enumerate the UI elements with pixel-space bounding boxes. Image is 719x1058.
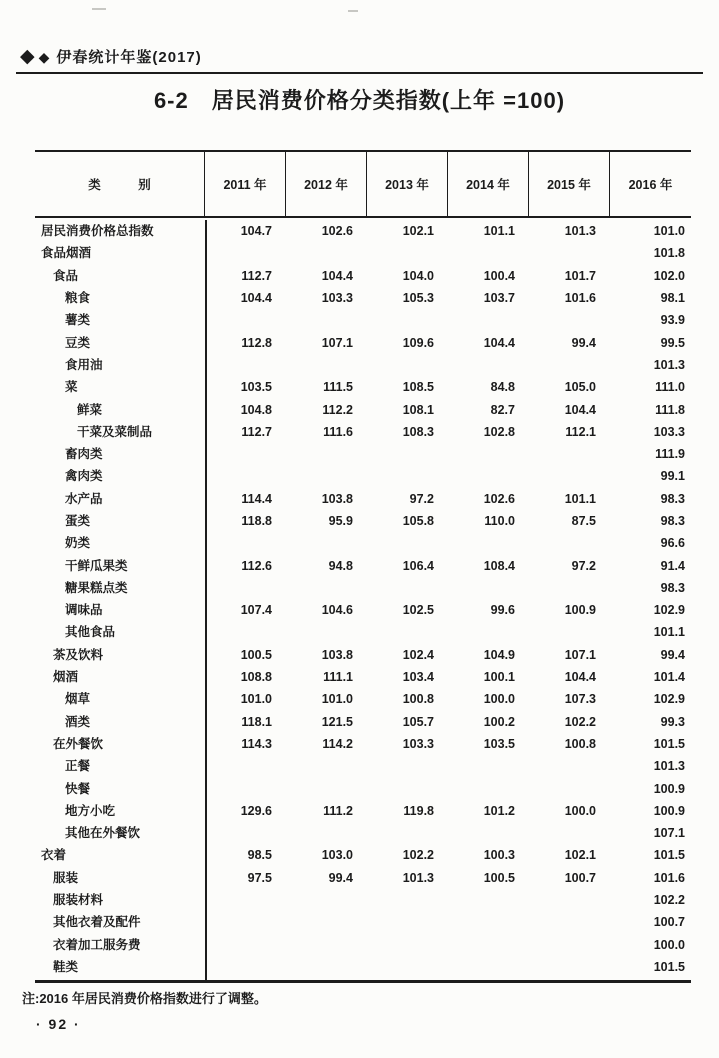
cell-value: 101.1 — [653, 625, 685, 640]
cell-value: 100.2 — [483, 714, 515, 729]
table-row — [35, 443, 691, 465]
row-label: 畜肉类 — [65, 447, 103, 462]
cell-value: 102.9 — [653, 603, 685, 618]
cell-value: 129.6 — [240, 803, 272, 818]
table-body — [35, 218, 691, 980]
table-row — [35, 421, 691, 443]
page-title: 6-2 居民消费价格分类指数(上年 =100) — [153, 88, 566, 113]
row-label: 其他食品 — [65, 625, 116, 640]
table-row — [35, 599, 691, 621]
cell-value: 101.5 — [653, 736, 685, 751]
cell-value: 110.0 — [484, 514, 515, 528]
table-row — [35, 666, 691, 688]
cell-value: 102.8 — [483, 424, 515, 439]
cell-value: 100.8 — [564, 736, 596, 751]
row-label: 鞋类 — [53, 959, 79, 974]
cell-value: 101.5 — [653, 959, 685, 974]
cell-value: 98.1 — [660, 291, 685, 306]
cell-value: 99.5 — [660, 335, 685, 350]
cell-value: 101.3 — [564, 224, 596, 239]
table-row — [35, 577, 691, 599]
cell-value: 103.4 — [402, 670, 434, 685]
diamond-icon: ◆ — [20, 46, 35, 67]
cell-value: 99.6 — [490, 603, 515, 618]
cell-value: 101.2 — [483, 803, 515, 818]
cell-value: 111.9 — [655, 447, 685, 462]
cell-value: 107.1 — [564, 647, 596, 662]
cell-value: 104.4 — [564, 670, 596, 685]
cell-value: 111.5 — [323, 380, 353, 395]
cell-value: 101.1 — [483, 224, 515, 239]
cell-value: 99.1 — [660, 469, 685, 484]
cell-value: 107.3 — [564, 692, 596, 707]
cell-value: 101.3 — [653, 357, 685, 372]
table-row — [35, 800, 691, 822]
cell-value: 104.4 — [564, 402, 596, 417]
table-row — [35, 398, 691, 420]
cell-value: 111.6 — [323, 424, 353, 439]
cell-value: 107.1 — [653, 826, 685, 841]
cell-value: 101.3 — [402, 870, 434, 885]
cell-value: 100.1 — [483, 670, 515, 685]
column-header-2016: 2016 年 — [628, 178, 673, 192]
cell-value: 82.7 — [490, 402, 515, 417]
cell-value: 87.5 — [571, 514, 596, 528]
cell-value: 99.4 — [571, 335, 596, 350]
cell-value: 103.3 — [653, 424, 685, 439]
table-row — [35, 733, 691, 755]
cell-value: 100.8 — [402, 692, 434, 707]
row-label: 快餐 — [65, 781, 91, 796]
column-header-category: 类 别 — [35, 152, 205, 216]
cell-value: 98.3 — [660, 491, 685, 506]
table-row — [35, 354, 691, 376]
table-row — [35, 242, 691, 264]
cell-value: 104.7 — [240, 224, 272, 239]
cell-value: 100.9 — [653, 803, 685, 818]
row-label: 正餐 — [65, 759, 91, 774]
diamond-icon: ◆ — [38, 48, 50, 65]
cell-value: 105.8 — [402, 514, 434, 528]
cell-value: 97.2 — [571, 558, 596, 573]
cell-value: 114.3 — [241, 736, 272, 751]
cell-value: 102.6 — [321, 224, 353, 239]
cell-value: 121.5 — [321, 714, 353, 729]
cell-value: 93.9 — [660, 313, 685, 328]
cell-value: 99.4 — [328, 870, 353, 885]
page-number: · 92 · — [36, 1016, 81, 1032]
cell-value: 102.2 — [653, 893, 685, 908]
table-row — [35, 911, 691, 933]
table-row — [35, 755, 691, 777]
cell-value: 104.9 — [483, 647, 515, 662]
cell-value: 100.5 — [240, 647, 272, 662]
cell-value: 100.4 — [483, 268, 515, 283]
table-row — [35, 956, 691, 978]
cell-value: 108.5 — [402, 380, 434, 395]
row-label: 酒类 — [65, 714, 91, 729]
cell-value: 98.5 — [247, 848, 272, 863]
cell-value: 94.8 — [328, 558, 353, 573]
column-header-2013: 2013 年 — [367, 152, 448, 216]
row-label: 水产品 — [65, 491, 103, 506]
scan-artifact — [92, 8, 106, 10]
cell-value: 98.3 — [660, 580, 685, 595]
table-row — [35, 465, 691, 487]
cell-value: 102.4 — [402, 647, 434, 662]
cell-value: 104.8 — [240, 402, 272, 417]
cell-value: 112.6 — [241, 558, 272, 573]
row-label: 居民消费价格总指数 — [41, 224, 154, 239]
row-label: 其他在外餐饮 — [65, 826, 141, 841]
cell-value: 111.0 — [655, 380, 685, 395]
column-header-2015: 2015 年 — [529, 152, 610, 216]
cell-value: 97.2 — [409, 491, 434, 506]
table-row — [35, 688, 691, 710]
cell-value: 101.0 — [321, 692, 353, 707]
cell-value: 103.5 — [240, 380, 272, 395]
cell-value: 98.3 — [660, 514, 685, 528]
row-label: 食品烟酒 — [41, 246, 92, 261]
row-label: 菜 — [65, 380, 78, 395]
cpi-table — [35, 150, 691, 983]
row-label: 食品 — [53, 268, 79, 283]
table-header-row — [35, 152, 691, 218]
cell-value: 111.1 — [323, 670, 353, 685]
table-row — [35, 376, 691, 398]
cell-value: 101.1 — [564, 491, 596, 506]
row-label: 烟草 — [65, 692, 91, 707]
running-head — [16, 46, 703, 74]
cell-value: 100.7 — [564, 870, 596, 885]
cell-value: 107.1 — [321, 335, 353, 350]
row-label: 地方小吃 — [65, 803, 116, 818]
table-row — [35, 309, 691, 331]
cell-value: 103.5 — [483, 736, 515, 751]
cell-value: 101.4 — [653, 670, 685, 685]
cell-value: 96.6 — [660, 536, 685, 551]
cell-value: 102.2 — [564, 714, 596, 729]
cell-value: 108.4 — [483, 558, 515, 573]
cell-value: 100.0 — [653, 937, 685, 952]
cell-value: 104.4 — [240, 291, 272, 306]
table-row — [35, 532, 691, 554]
row-label: 薯类 — [65, 313, 91, 328]
row-label: 鲜菜 — [77, 402, 103, 417]
cell-value: 106.4 — [402, 558, 434, 573]
table-row — [35, 621, 691, 643]
row-label: 奶类 — [65, 536, 91, 551]
cell-value: 102.6 — [483, 491, 515, 506]
cell-value: 109.6 — [402, 335, 434, 350]
cell-value: 100.7 — [653, 915, 685, 930]
column-header-2014: 2014 年 — [448, 152, 529, 216]
cell-value: 101.3 — [653, 759, 685, 774]
table-row — [35, 488, 691, 510]
cell-value: 100.9 — [653, 781, 685, 796]
table-row — [35, 554, 691, 576]
cell-value: 112.1 — [565, 424, 596, 439]
cell-value: 100.9 — [564, 603, 596, 618]
cell-value: 104.4 — [483, 335, 515, 350]
book-title: 伊春统计年鉴(2017) — [56, 49, 202, 66]
cell-value: 102.5 — [402, 603, 434, 618]
scan-artifact — [348, 10, 358, 12]
row-label: 食用油 — [65, 357, 103, 372]
cell-value: 105.7 — [402, 714, 434, 729]
cell-value: 99.3 — [660, 714, 685, 729]
row-label: 在外餐饮 — [53, 736, 104, 751]
cell-value: 91.4 — [660, 558, 685, 573]
cell-value: 100.0 — [564, 803, 596, 818]
cell-value: 108.3 — [402, 424, 434, 439]
cell-value: 103.7 — [483, 291, 515, 306]
cell-value: 114.4 — [241, 491, 272, 506]
cell-value: 103.8 — [321, 647, 353, 662]
table-row — [35, 220, 691, 242]
row-label: 烟酒 — [53, 670, 79, 685]
row-label: 服装材料 — [53, 893, 104, 908]
row-label: 调味品 — [65, 603, 103, 618]
cell-value: 101.6 — [564, 291, 596, 306]
cell-value: 112.8 — [241, 335, 272, 350]
cell-value: 100.3 — [483, 848, 515, 863]
cell-value: 112.2 — [322, 402, 353, 417]
cell-value: 101.0 — [240, 692, 272, 707]
column-divider — [205, 220, 207, 980]
cell-value: 103.0 — [321, 848, 353, 863]
cell-value: 101.7 — [564, 268, 596, 283]
row-label: 糖果糕点类 — [65, 580, 128, 595]
cell-value: 104.4 — [321, 268, 353, 283]
row-label: 其他衣着及配件 — [53, 915, 141, 930]
table-row — [35, 889, 691, 911]
table-row — [35, 844, 691, 866]
cell-value: 108.1 — [402, 402, 434, 417]
cell-value: 100.5 — [483, 870, 515, 885]
table-row — [35, 777, 691, 799]
row-label: 衣着 — [41, 848, 67, 863]
cell-value: 118.8 — [241, 514, 272, 528]
row-label: 服装 — [53, 870, 79, 885]
cell-value: 99.4 — [660, 647, 685, 662]
row-label: 豆类 — [65, 335, 91, 350]
cell-value: 108.8 — [240, 670, 272, 685]
cell-value: 103.3 — [321, 291, 353, 306]
table-row — [35, 934, 691, 956]
cell-value: 119.8 — [403, 803, 434, 818]
cell-value: 102.1 — [564, 848, 596, 863]
table-row — [35, 867, 691, 889]
cell-value: 114.2 — [322, 736, 353, 751]
footnote: 注:2016 年居民消费价格指数进行了调整。 — [22, 991, 267, 1006]
cell-value: 101.6 — [653, 870, 685, 885]
cell-value: 102.0 — [653, 268, 685, 283]
cell-value: 100.0 — [483, 692, 515, 707]
cell-value: 105.3 — [402, 291, 434, 306]
row-label: 禽肉类 — [65, 469, 103, 484]
cell-value: 104.6 — [321, 603, 353, 618]
cell-value: 107.4 — [240, 603, 272, 618]
cell-value: 118.1 — [241, 714, 272, 729]
row-label: 蛋类 — [65, 514, 91, 528]
table-row — [35, 822, 691, 844]
column-header-2011: 2011 年 — [205, 152, 286, 216]
cell-value: 101.0 — [653, 224, 685, 239]
table-row — [35, 644, 691, 666]
row-label: 衣着加工服务费 — [53, 937, 141, 952]
row-label: 粮食 — [65, 291, 91, 306]
cell-value: 102.2 — [402, 848, 434, 863]
cell-value: 111.8 — [655, 402, 685, 417]
cell-value: 101.8 — [653, 246, 685, 261]
row-label: 茶及饮料 — [53, 647, 104, 662]
cell-value: 103.8 — [321, 491, 353, 506]
cell-value: 112.7 — [241, 268, 272, 283]
table-row — [35, 265, 691, 287]
cell-value: 101.5 — [653, 848, 685, 863]
cell-value: 103.3 — [402, 736, 434, 751]
table-row — [35, 287, 691, 309]
row-label: 干鲜瓜果类 — [65, 558, 128, 573]
table-row — [35, 331, 691, 353]
cell-value: 112.7 — [241, 424, 272, 439]
cell-value: 84.8 — [490, 380, 515, 395]
cell-value: 105.0 — [564, 380, 596, 395]
cell-value: 111.2 — [323, 803, 353, 818]
cell-value: 97.5 — [247, 870, 272, 885]
table-row — [35, 711, 691, 733]
column-header-2012: 2012 年 — [286, 152, 367, 216]
cell-value: 95.9 — [328, 514, 353, 528]
cell-value: 102.1 — [402, 224, 434, 239]
cell-value: 104.0 — [402, 268, 434, 283]
table-row — [35, 510, 691, 532]
row-label: 干菜及菜制品 — [77, 424, 153, 439]
cell-value: 102.9 — [653, 692, 685, 707]
